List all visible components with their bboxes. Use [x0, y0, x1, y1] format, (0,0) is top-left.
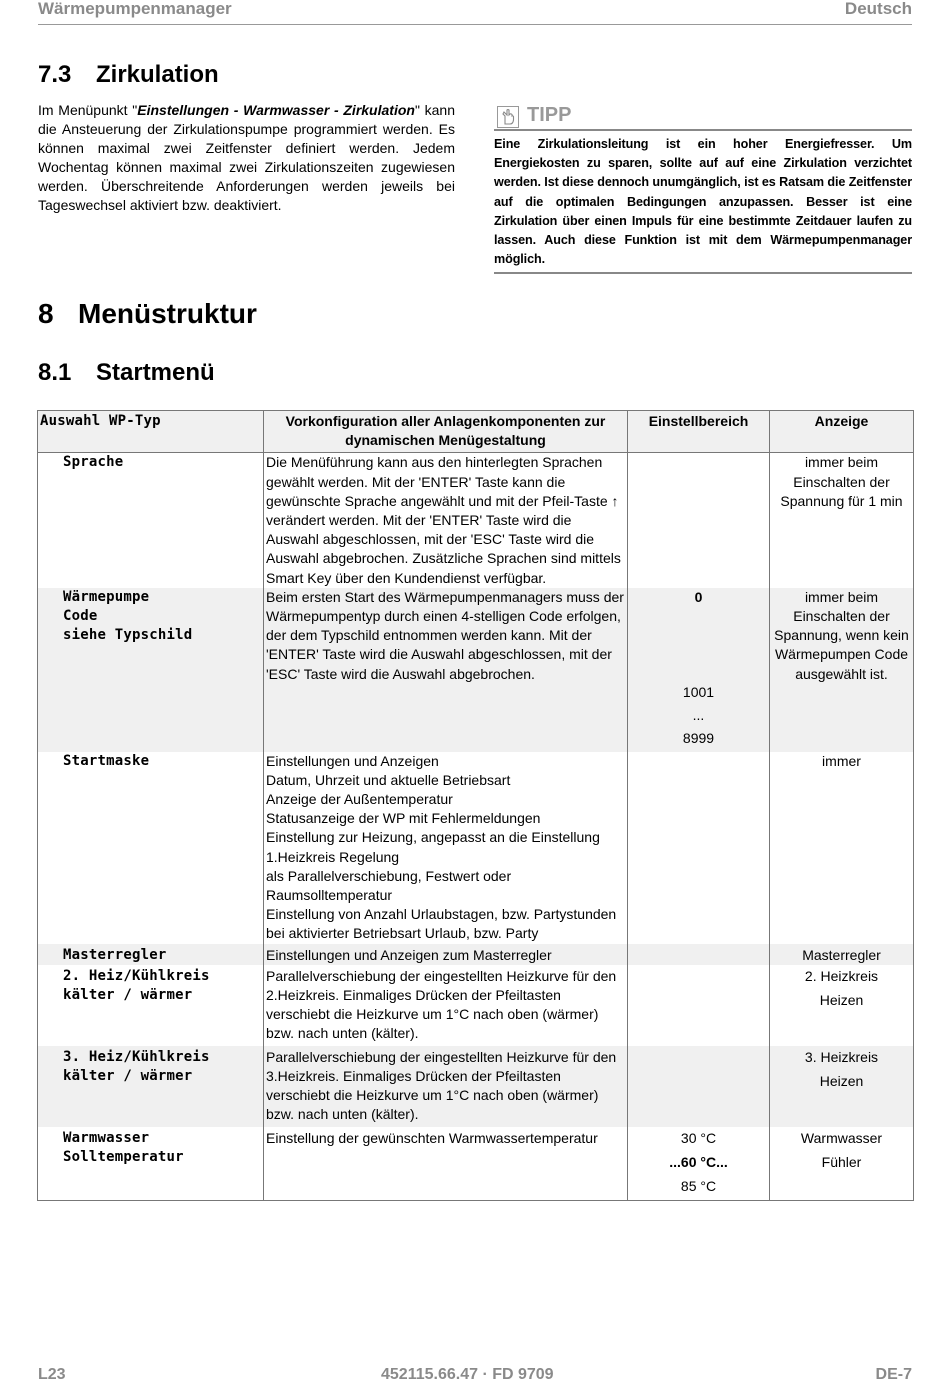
section-heading-7-3: 7.3 Zirkulation	[38, 61, 219, 88]
table-row	[38, 965, 914, 1046]
header-title: Wärmepumpenmanager	[38, 0, 232, 18]
row-description: Einstellungen und Anzeigen zum Masterregler	[264, 944, 628, 965]
menu-item: Masterregler	[38, 944, 264, 965]
row-display: immer beim Einschalten der Spannung, wenn kein Wärmepumpen Code ausgewählt ist.	[770, 588, 914, 752]
row-range	[628, 752, 770, 944]
table-row	[38, 588, 914, 752]
page-header	[38, 0, 912, 25]
menu-item: Sprache	[38, 453, 264, 588]
menu-item: Warmwasser Solltemperatur	[38, 1127, 264, 1201]
footer-page-number: DE-7	[875, 1366, 912, 1383]
header-menu: Auswahl WP-Typ	[38, 411, 264, 453]
row-display: immer beim Einschalten der Spannung für 1 min	[770, 453, 914, 588]
menu-path: Einstellungen - Warmwasser - Zirkulation	[137, 102, 415, 118]
row-description: Einstellung der gewünschten Warmwassertemperatur	[264, 1127, 628, 1201]
tip-title: TIPP	[527, 104, 572, 126]
table-header-row	[38, 411, 914, 453]
header-display: Anzeige	[770, 411, 914, 453]
tip-text: Eine Zirkulationsleitung ist ein hoher Energiefresser. Um Energiekosten zu sparen, sollte auf auf eine Zirkulation verzichtet werden. Ist diese dennoch unumgänglich, ist es Ratsam die Zeitfenster auf die optimalen Bedingungen anzupassen. Besser ist eine Zirkulation über einen Impuls für eine bestimmte Zeitdauer laufen zu lassen. Auch diese Funktion ist mit dem Wärmepumpenmanager möglich.	[494, 131, 912, 274]
arrow-up-icon: ↑	[611, 492, 619, 509]
header-description: Vorkonfiguration aller Anlagenkomponenten zur dynamischen Menügestaltung	[264, 411, 628, 453]
row-display: 3. Heizkreis Heizen	[770, 1046, 914, 1127]
row-description: Einstellungen und Anzeigen Datum, Uhrzeit und aktuelle Betriebsart Anzeige der Außentemperatur Statusanzeige der WP mit Fehlermeldungen Einstellung zur Heizung, angepasst an die Einstellung 1.Heizkreis Regelung als Parallelverschiebung, Festwert oder Raumsolltemperatur Einstellung von Anzahl Urlaubstagen, bzw. Partystunden bei aktivierter Betriebsart Urlaub, bzw. Party	[264, 752, 628, 944]
footer-left: L23	[38, 1366, 66, 1383]
row-range: 0 1001 ... 8999	[628, 588, 770, 752]
row-range	[628, 944, 770, 965]
row-display: Warmwasser Fühler	[770, 1127, 914, 1201]
table-row	[38, 1127, 914, 1201]
table-row	[38, 752, 914, 944]
footer-doc-number: 452115.66.47 · FD 9709	[381, 1366, 554, 1383]
row-display: immer	[770, 752, 914, 944]
row-description: Parallelverschiebung der eingestellten Heizkurve für den 2.Heizkreis. Einmaliges Drücken der Pfeiltasten verschiebt die Heizkurve um 1°C nach oben (wärmer) bzw. nach unten (kälter).	[264, 965, 628, 1046]
section-heading-8-1: 8.1 Startmenü	[38, 359, 215, 386]
row-description: Parallelverschiebung der eingestellten Heizkurve für den 3.Heizkreis. Einmaliges Drücken der Pfeiltasten verschiebt die Heizkurve um 1°C nach oben (wärmer) bzw. nach unten (kälter).	[264, 1046, 628, 1127]
row-range	[628, 453, 770, 588]
row-display: Masterregler	[770, 944, 914, 965]
tip-box	[494, 104, 912, 274]
header-language: Deutsch	[844, 0, 912, 18]
table-row	[38, 1046, 914, 1127]
circulation-paragraph: Im Menüpunkt "Einstellungen - Warmwasser - Zirkulation" kann die Ansteuerung der Zirkulationspumpe programmiert werden. Es können maximal zwei Zeitfenster definiert werden. Jedem Wochentag können maximal zwei Zirkulationszeiten zugewiesen werden. Überschreitende Anforderungen werden jeweils bei Tageswechsel aktiviert bzw. deaktiviert.	[38, 102, 456, 213]
menu-item: 3. Heiz/Kühlkreis kälter / wärmer	[38, 1046, 264, 1127]
row-description: Beim ersten Start des Wärmepumpenmanagers muss der Wärmepumpentyp durch einen 4-stelligen Code erfolgen, der dem Typschild entnommen werden kann. Mit der 'ENTER' Taste wird die Auswahl abgeschlossen, mit der 'ESC' Taste wird die Auswahl abgebrochen.	[264, 588, 628, 752]
table-row	[38, 944, 914, 965]
hand-pointing-icon	[497, 106, 519, 128]
menu-item: 2. Heiz/Kühlkreis kälter / wärmer	[38, 965, 264, 1046]
section-heading-8: 8 Menüstruktur	[38, 298, 257, 329]
start-menu-table	[37, 410, 914, 1201]
row-description: Die Menüführung kann aus den hinterlegten Sprachen gewählt werden. Mit der 'ENTER' Taste kann die gewünschte Sprache angewählt und mit der Pfeil-Taste ↑ verändert werden. Mit der 'ENTER' Taste wird die Auswahl abgeschlossen, mit der 'ESC' Taste wird die Auswahl abgebrochen. Zusätzliche Sprachen sind mittels Smart Key über den Kundendienst verfügbar.	[264, 453, 628, 588]
menu-item: Startmaske	[38, 752, 264, 944]
menu-item: Wärmepumpe Code siehe Typschild	[38, 588, 264, 752]
row-range	[628, 1046, 770, 1127]
row-range	[628, 965, 770, 1046]
table-row	[38, 453, 914, 588]
row-display: 2. Heizkreis Heizen	[770, 965, 914, 1046]
row-range: 30 °C ...60 °C... 85 °C	[628, 1127, 770, 1201]
header-range: Einstellbereich	[628, 411, 770, 453]
